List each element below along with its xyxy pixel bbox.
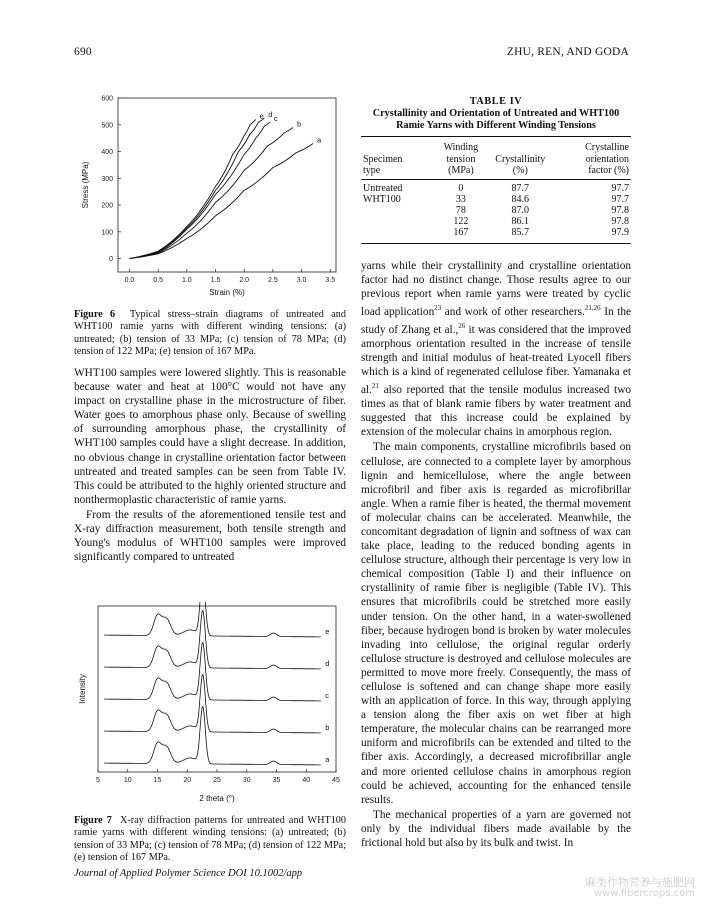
table-row: Untreated 0 87.7 97.7 bbox=[363, 182, 629, 194]
x-tick-label: 3.5 bbox=[325, 277, 336, 284]
y-axis-label: Intensity bbox=[78, 674, 87, 704]
table-iv bbox=[361, 96, 631, 244]
series-line-d bbox=[129, 118, 264, 259]
x-tick-label: 0.0 bbox=[124, 277, 135, 284]
y-tick-label: 400 bbox=[101, 149, 113, 157]
series-label-b: b bbox=[325, 723, 330, 733]
header-crystallinity: Crystallinity (%) bbox=[485, 137, 555, 180]
table-number: TABLE IV bbox=[469, 96, 523, 107]
x-tick-label: 25 bbox=[213, 777, 221, 784]
x-tick-label: 1.5 bbox=[210, 277, 221, 284]
header-winding-tension: Winding tension (MPa) bbox=[437, 137, 486, 180]
x-tick-label: 3.0 bbox=[296, 277, 307, 284]
plot-frame bbox=[118, 98, 336, 272]
x-tick-label: 10 bbox=[123, 777, 132, 784]
paragraph: yarns while their crystallinity and crystalline orientation factor had no distinct change. Those results agree to our previous report when ramie yarns were treated by cyclic load application$^{23}$ and work of other researchers.$^{21,26}$ In the study of Zhang et al.,$^{26}$ it was considered that the improved amorphous orientation resulted in the increase of tensile strength and initial modulus of heat-treated Lyocell fibers which is a kind of regenerated cellulose fiber. Yamanaka et al.$^{21}$ also reported that the tensile modulus increased two times as that of blank ramie fibers by water treatment and suggested that this increase could be explained by extension of the molecular chains in amorphous region. bbox=[361, 260, 631, 439]
left-column-text bbox=[74, 366, 346, 564]
figure-7-chart bbox=[74, 602, 346, 808]
x-tick-label: 30 bbox=[242, 777, 251, 784]
y-tick-label: 200 bbox=[101, 202, 113, 210]
figure-7-caption bbox=[74, 815, 346, 865]
watermark-text: 麻类作物营养与施肥网 bbox=[585, 876, 695, 889]
figure-7-label: Figure 7 bbox=[74, 815, 112, 826]
series-line-d bbox=[104, 611, 321, 669]
figure-6-caption-text: Typical stress–strain diagrams of untreated and WHT100 ramie yarns with different winding tensions: (a) untreated; (b) tension of 33 MPa; (c) tension of 78 MPa; (d) tension of 122 MPa; (e) tension of 167 MPa. bbox=[74, 309, 346, 358]
x-tick-label: 15 bbox=[153, 777, 162, 784]
figure-6-label: Figure 6 bbox=[74, 309, 116, 320]
paragraph: The mechanical properties of a yarn are governed not only by the individual fibers made available by the frictional hold but also by its bulk and twist. In bbox=[361, 808, 631, 850]
table-title: Crystallinity and Orientation of Untreated and WHT100 Ramie Yarns with Different Winding Tensions bbox=[372, 108, 620, 131]
series-line-a bbox=[129, 144, 313, 259]
header-specimen-type: Specimen type bbox=[361, 137, 437, 180]
series-line-c bbox=[129, 122, 270, 259]
x-tick-label: 2.5 bbox=[268, 277, 278, 284]
table-iv-grid bbox=[361, 136, 631, 244]
journal-footer: Journal of Applied Polymer Science DOI 10.1002/app bbox=[74, 868, 303, 879]
plot-frame bbox=[98, 606, 336, 772]
running-header-authors: ZHU, REN, AND GODA bbox=[506, 46, 629, 58]
right-column-text bbox=[361, 259, 631, 850]
page-number: 690 bbox=[74, 46, 92, 58]
x-tick-label: 40 bbox=[302, 777, 311, 784]
y-tick-label: 600 bbox=[101, 95, 113, 103]
paragraph: WHT100 samples were lowered slightly. This is reasonable because water and heat at 100°C would not have any impact on crystalline phase in the microstructure of fiber. Water goes to amorphous phase only. Because of swelling of surrounding amorphous phase, the crystallinity of WHT100 samples could have a slight decrease. In addition, no obvious change in crystalline orientation factor between untreated and treated samples can be seen from Table IV. This could be attributed to the highly oriented structure and nonthermoplastic characteristic of ramie yarns. bbox=[74, 367, 346, 506]
series-label-b: b bbox=[296, 119, 302, 129]
y-tick-label: 0 bbox=[109, 256, 113, 264]
x-tick-label: 5 bbox=[96, 777, 100, 784]
x-tick-label: 2.0 bbox=[239, 277, 250, 284]
paragraph: The main components, crystalline microfibrils based on cellulose, are connected to a complete layer by amorphous lignin and hemicellulose, where the angle between microfibril and fiber axis is regarded as microfibrillar angle. When a ramie fiber is heated, the thermal movement of molecular chains can be accelerated. Meanwhile, the concomitant degradation of lignin and softness of wax can take place, leading to the reduced bonding agents in cellulose structure, although their percentage is very low in chemical composition (Table I) and their influence on crystallinity of ramie fiber is negligible (Table IV). This ensures that microfibrils could be stretched more easily under tension. On the other hand, in a water-swollened fiber, because hydrogen bond is broken by water molecules invading into cellulose, the original regular orderly cellulose structure is destroyed and cellulose molecules are permitted to move more freely. Consequently, the mass of cellulose is softened and can change shape more easily with an application of force. In this way, through applying a tension along the fiber axis on wet fiber at high temperature, the molecular chains can be rearranged more uniform and microfibrils can be extended and tilted to the fiber axis. Accordingly, a decreased microfibrillar angle and more oriented cellulose chains in amorphous region could be achieved, accounting for the enhanced tensile results. bbox=[361, 441, 631, 806]
y-axis-label: Stress (MPa) bbox=[81, 161, 90, 209]
paragraph: From the results of the aforementioned tensile test and X-ray diffraction measurement, both tensile strength and Young's modulus of WHT100 samples were improved significantly compared to untreated bbox=[74, 508, 346, 564]
figure-6-caption bbox=[74, 309, 346, 359]
series-label-c: c bbox=[325, 691, 330, 701]
series-line-b bbox=[104, 675, 321, 733]
series-line-e bbox=[129, 119, 255, 258]
series-label-d: d bbox=[268, 110, 273, 120]
y-tick-label: 500 bbox=[101, 122, 113, 130]
series-label-e: e bbox=[325, 627, 330, 637]
table-row: 122 86.1 97.8 bbox=[453, 216, 629, 228]
x-tick-label: 35 bbox=[272, 777, 281, 784]
series-label-c: c bbox=[274, 114, 278, 124]
series-line-a bbox=[104, 707, 321, 765]
series-label-a: a bbox=[317, 135, 322, 145]
x-tick-label: 0.5 bbox=[153, 277, 164, 284]
header-orientation-factor: Crystalline orientation factor (%) bbox=[555, 137, 631, 180]
y-tick-label: 300 bbox=[101, 175, 113, 183]
x-tick-label: 1.0 bbox=[181, 277, 192, 284]
table-row: 78 87.0 97.8 bbox=[455, 204, 629, 216]
figure-7-caption-text: X-ray diffraction patterns for untreated and WHT100 ramie yarns with different winding tensions: (a) untreated; (b) tension of 33 MPa; (c) tension of 78 MPa; (d) tension of 122 MPa; (e) tension of 167 MPa. bbox=[74, 815, 346, 864]
xrd-plot bbox=[74, 602, 346, 808]
x-tick-label: 45 bbox=[332, 777, 340, 784]
series-label-e: e bbox=[259, 111, 264, 121]
y-tick-label: 100 bbox=[101, 229, 113, 237]
table-row: 167 85.7 97.9 bbox=[361, 227, 631, 243]
watermark-url: www.fibercrops.com bbox=[593, 888, 695, 899]
table-row: WHT100 33 84.6 97.7 bbox=[363, 193, 629, 205]
x-tick-label: 20 bbox=[183, 777, 192, 784]
figure-6-chart bbox=[74, 92, 346, 302]
series-label-d: d bbox=[325, 659, 330, 669]
series-line-e bbox=[104, 602, 321, 637]
series-line-c bbox=[104, 643, 321, 701]
x-axis-label: 2 theta (°) bbox=[199, 794, 235, 803]
x-axis-label: Strain (%) bbox=[209, 288, 245, 297]
series-label-a: a bbox=[325, 755, 330, 765]
stress-strain-plot bbox=[74, 92, 346, 302]
